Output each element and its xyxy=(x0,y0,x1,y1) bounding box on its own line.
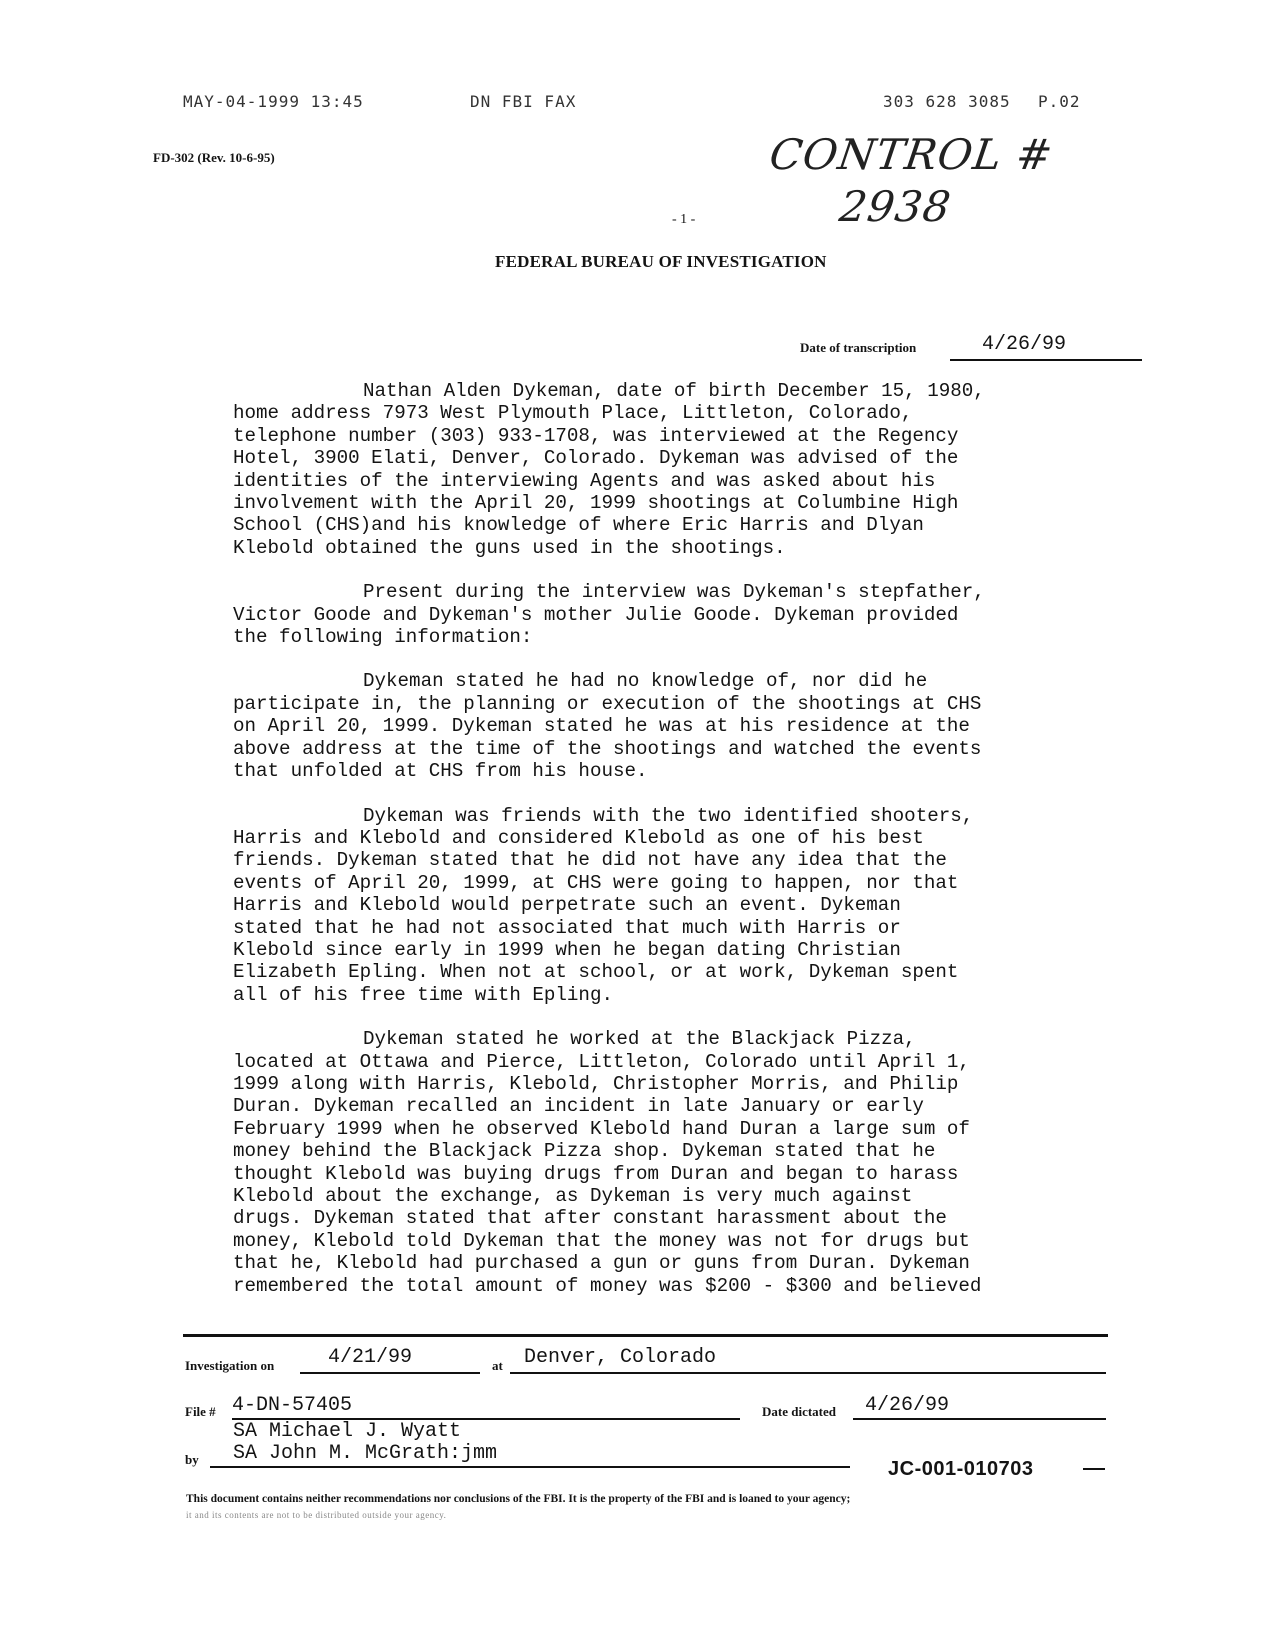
document-code: JC-001-010703 xyxy=(888,1458,1034,1480)
dictated-date-line xyxy=(853,1394,1106,1420)
body-paragraph: Dykeman was friends with the two identified shooters, Harris and Klebold and considered Klebold as one of his best friends. Dykeman stated that he did not have any idea that the events of April 20, 1999, at CHS were going to happen, nor that Harris and Klebold would perpetrate such an event. Dykeman stated that he had not associated that much with Harris or Klebold since early in 1999 when he began dating Christian Elizabeth Epling. When not at school, or at work, Dykeman spent all of his free time with Epling. xyxy=(233,804,974,1006)
file-number-line xyxy=(232,1394,740,1420)
body-paragraph: Present during the interview was Dykeman's stepfather, Victor Goode and Dykeman's mother Julie Goode. Dykeman provided the following information: xyxy=(233,581,985,649)
by-label: by xyxy=(185,1452,199,1467)
fax-source: DN FBI FAX xyxy=(470,92,577,111)
transcription-label: Date of transcription xyxy=(800,340,917,355)
page-number: - 1 - xyxy=(672,212,696,227)
dictated-label: Date dictated xyxy=(762,1404,837,1419)
fax-phone: 303 628 3085 xyxy=(883,92,1011,111)
body-paragraph: Nathan Alden Dykeman, date of birth December 15, 1980, home address 7973 West Plymouth Place, Littleton, Colorado, telephone number (303) 933-1708, was interviewed at the Regency Hotel, 3900 Elati, Denver, Colorado. Dykeman was advised of the identities of the interviewing Agents and was asked about his involvement with the April 20, 1999 shootings at Columbine High School (CHS)and his knowledge of where Eric Harris and Dlyan Klebold obtained the guns used in the shootings. xyxy=(233,380,985,559)
investigation-date-line xyxy=(300,1346,480,1374)
agents-line xyxy=(210,1442,850,1468)
disclaimer-continued: it and its contents are not to be distributed outside your agency. xyxy=(186,1510,447,1520)
investigation-date: 4/21/99 xyxy=(328,1346,413,1369)
transcription-underline xyxy=(950,333,1142,361)
agent-name-2: SA John M. McGrath:jmm xyxy=(233,1442,498,1465)
file-label: File # xyxy=(185,1404,216,1419)
location-line xyxy=(510,1346,1106,1374)
document-code-dash xyxy=(1083,1468,1105,1470)
body-paragraph: Dykeman stated he worked at the Blackjack Pizza, located at Ottawa and Pierce, Littleton, Colorado until April 1, 1999 along with Harris, Klebold, Christopher Morris, and Philip Duran. Dykeman recalled an incident in late January or early February 1999 when he observed Klebold hand Duran a large sum of money behind the Blackjack Pizza shop. Dykeman stated that he thought Klebold was buying drugs from Duran and began to harass Klebold about the exchange, as Dykeman is very much against drugs. Dykeman stated that after constant harassment about the money, Klebold told Dykeman that the money was not for drugs but that he, Klebold had purchased a gun or guns from Duran. Dykeman remembered the total amount of money was $200 - $300 and believed xyxy=(233,1028,982,1297)
fax-datetime: MAY-04-1999 13:45 xyxy=(183,92,364,111)
agent-name-1: SA Michael J. Wyatt xyxy=(233,1420,462,1443)
handwritten-control-label: CONTROL # xyxy=(766,130,1057,179)
agency-title: FEDERAL BUREAU OF INVESTIGATION xyxy=(495,252,827,271)
fax-page: P.02 xyxy=(1038,92,1081,111)
transcription-date: 4/26/99 xyxy=(982,333,1067,356)
dictated-date: 4/26/99 xyxy=(865,1394,950,1417)
investigation-label: Investigation on xyxy=(185,1358,275,1373)
disclaimer: This document contains neither recommendations nor conclusions of the FBI. It is the property of the FBI and is loaned to your agency; xyxy=(186,1493,851,1505)
form-id: FD-302 (Rev. 10-6-95) xyxy=(153,150,275,165)
investigation-location: Denver, Colorado xyxy=(524,1346,717,1369)
file-number: 4-DN-57405 xyxy=(232,1394,353,1417)
body-paragraph: Dykeman stated he had no knowledge of, nor did he participate in, the planning or execution of the shootings at CHS on April 20, 1999. Dykeman stated he was at his residence at the above address at the time of the shootings and watched the events that unfolded at CHS from his house. xyxy=(233,670,982,783)
document-body xyxy=(233,380,1093,1297)
at-label: at xyxy=(492,1358,503,1373)
footer-top-rule xyxy=(183,1334,1108,1337)
handwritten-control-number: 2938 xyxy=(836,182,955,231)
